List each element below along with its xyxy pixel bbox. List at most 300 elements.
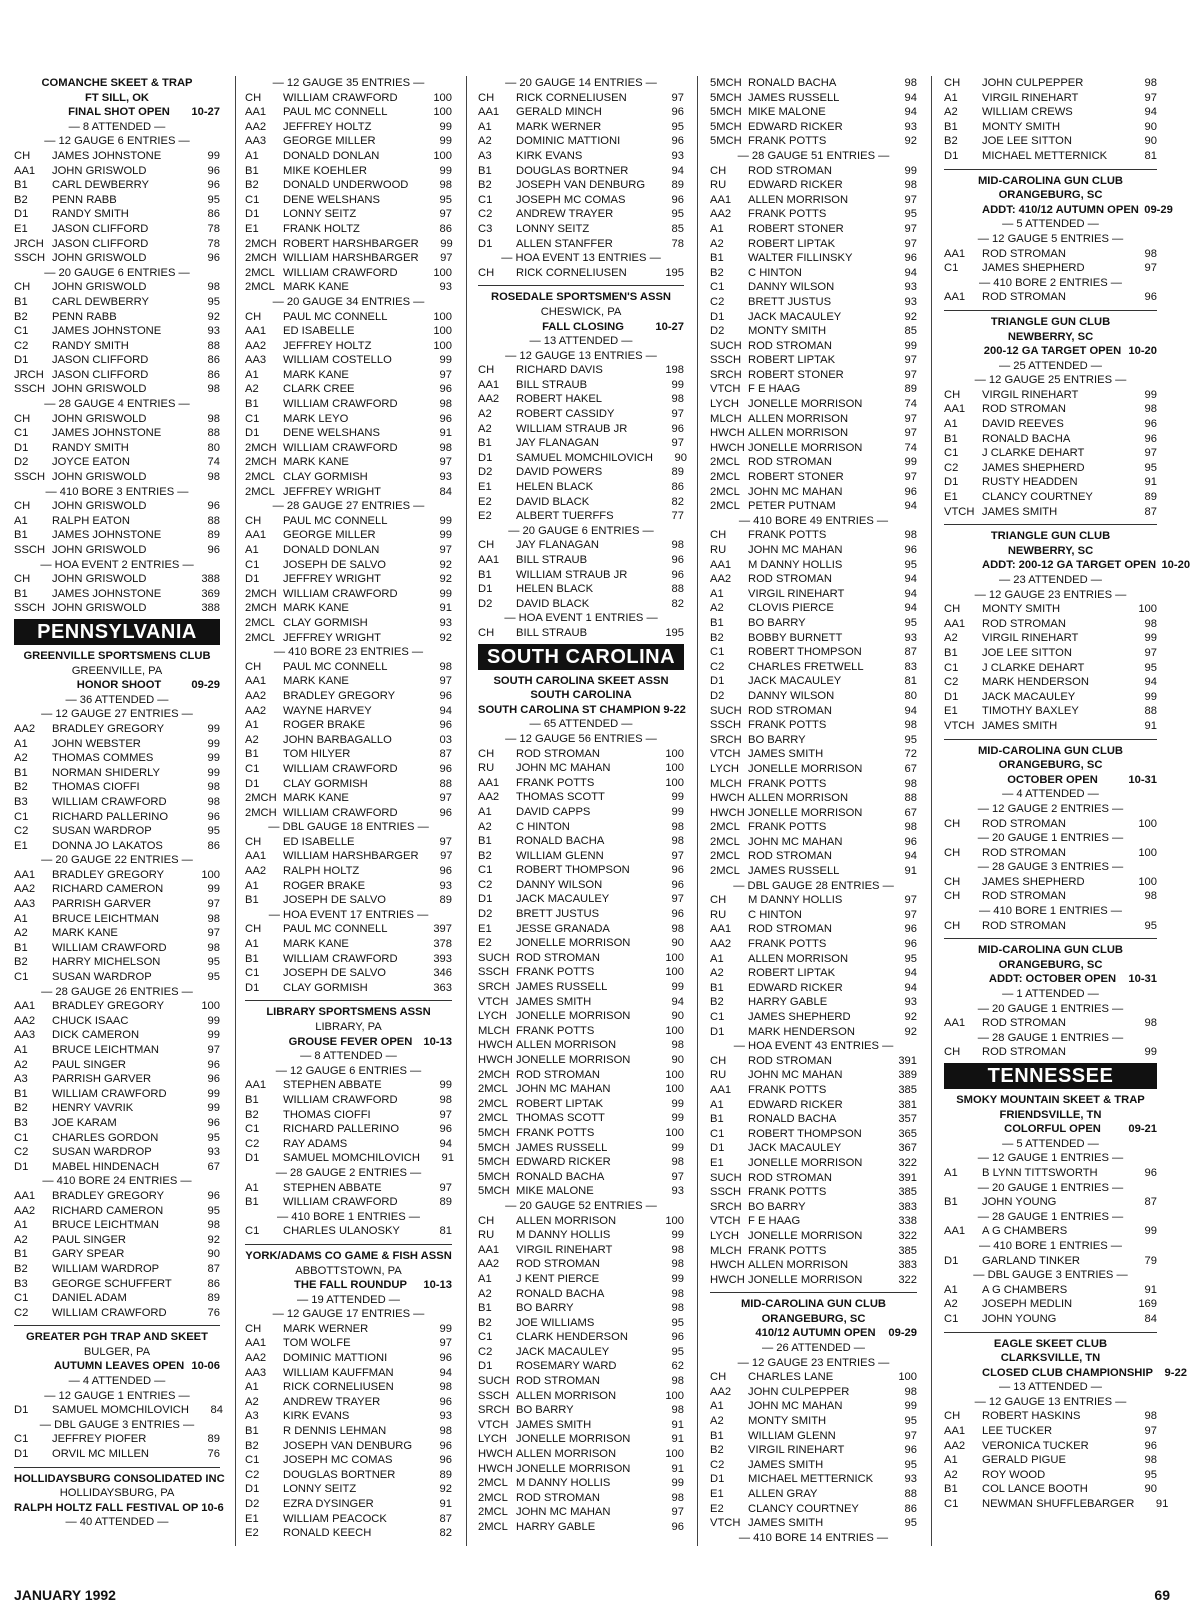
score: 98 [207, 1219, 220, 1232]
club-heading: GREATER PGH TRAP AND SKEET [26, 1331, 208, 1344]
score: 367 [898, 1142, 917, 1155]
class-code: C2 [944, 461, 959, 474]
event-count-line: — 28 GAUGE 2 ENTRIES — [275, 1166, 422, 1179]
class-code: C2 [710, 1458, 725, 1471]
class-code: D1 [478, 893, 493, 906]
shooter-name: ROD STROMAN [982, 1017, 1066, 1030]
shooter-name: JOHN GRISWOLD [52, 412, 147, 425]
shooter-name: RONALD BACHA [748, 1113, 837, 1126]
shooter-name: RONALD KEECH [283, 1527, 372, 1540]
score: 98 [207, 912, 220, 925]
section-divider [14, 1467, 220, 1468]
score: 98 [207, 471, 220, 484]
event-count-line: — 12 GAUGE 6 ENTRIES — [275, 1064, 422, 1077]
score: 95 [207, 971, 220, 984]
event-date: 09-29 [888, 1327, 917, 1340]
shooter-name: RICHARD CAMERON [52, 1204, 164, 1217]
score: 100 [665, 1448, 684, 1461]
score: 97 [207, 927, 220, 940]
score: 96 [207, 810, 220, 823]
result-row [14, 1447, 220, 1462]
score: 86 [671, 481, 684, 494]
shooter-name: JOSEPH DE SALVO [283, 894, 386, 907]
shooter-name: MARK LEYO [283, 412, 349, 425]
result-row [14, 926, 220, 941]
shooter-name: JAMES SMITH [516, 995, 592, 1008]
shooter-name: DENE WELSHANS [283, 193, 380, 206]
result-row [944, 1283, 1157, 1298]
result-row [245, 660, 452, 675]
class-code: D1 [944, 476, 959, 489]
shooter-name: HELEN BLACK [516, 583, 594, 596]
result-row [478, 936, 684, 951]
score: 91 [671, 1433, 684, 1446]
result-row [14, 1233, 220, 1248]
score: 74 [904, 398, 917, 411]
result-row [944, 417, 1157, 432]
score: 92 [439, 1483, 452, 1496]
result-row [710, 1472, 917, 1487]
result-row [710, 1502, 917, 1517]
score: 94 [904, 967, 917, 980]
class-code: SRCH [710, 368, 742, 381]
class-code: 2MCL [710, 485, 740, 498]
shooter-name: ROGER BRAKE [283, 719, 366, 732]
event-count-line: — 28 GAUGE 26 ENTRIES — [41, 985, 193, 998]
class-code: SSCH [14, 544, 46, 556]
result-row [14, 1116, 220, 1131]
shooter-name: ROD STROMAN [982, 919, 1066, 932]
score: 91 [441, 1152, 454, 1165]
score: 388 [201, 573, 220, 586]
class-code: A2 [710, 602, 724, 615]
shooter-name: JESSE GRANADA [516, 922, 610, 935]
shooter-name: FRANK POTTS [748, 777, 827, 790]
result-row [478, 91, 684, 106]
result-row [14, 722, 220, 737]
score: 98 [904, 1385, 917, 1398]
score: 98 [904, 529, 917, 542]
score: 100 [433, 266, 452, 279]
class-code: A1 [710, 222, 724, 235]
score: 94 [904, 500, 917, 513]
result-row [710, 1112, 917, 1127]
result-row [14, 970, 220, 985]
result-row [944, 261, 1157, 276]
class-code: CH [710, 164, 727, 177]
shooter-name: ALLEN MORRISON [516, 1389, 617, 1402]
score: 97 [1144, 262, 1157, 275]
result-row [245, 674, 452, 689]
shooter-name: RICK CORNELIUSEN [283, 1381, 394, 1394]
event-count-line: — HOA EVENT 17 ENTRIES — [268, 908, 429, 921]
result-row [710, 528, 917, 543]
shooter-name: RICHARD PALLERINO [283, 1123, 400, 1136]
result-row [245, 893, 452, 908]
class-code: A1 [14, 912, 28, 925]
result-row [245, 441, 452, 456]
score: 87 [439, 748, 452, 761]
class-code: A1 [478, 1272, 492, 1285]
shooter-name: DAVID CAPPS [516, 805, 591, 818]
result-row [710, 368, 917, 383]
event-count-line: — 12 GAUGE 23 ENTRIES — [974, 588, 1127, 601]
class-code: AA1 [944, 1225, 966, 1238]
score: 96 [904, 1444, 917, 1457]
score: 99 [207, 737, 220, 750]
result-row [478, 1462, 684, 1477]
class-code: B2 [245, 1108, 259, 1121]
club-heading: FT SILL, OK [84, 91, 149, 104]
result-row [14, 941, 220, 956]
result-row [710, 1171, 917, 1186]
score: 93 [904, 281, 917, 294]
result-row [245, 266, 452, 281]
shooter-name: WILLIAM GLENN [748, 1429, 836, 1442]
result-row [478, 1287, 684, 1302]
shooter-name: JONELLE MORRISON [748, 1229, 863, 1242]
class-code: A1 [944, 1454, 958, 1467]
score: 97 [671, 1506, 684, 1519]
class-code: B1 [710, 252, 724, 265]
result-row [245, 1512, 452, 1527]
shooter-name: JOHN CULPEPPER [748, 1385, 850, 1398]
result-row [710, 251, 917, 266]
event-count-line: — 12 GAUGE 35 ENTRIES — [272, 77, 425, 89]
shooter-name: WALTER FILLINSKY [748, 252, 853, 265]
result-row [478, 363, 684, 378]
result-row [710, 587, 917, 602]
class-code: A1 [944, 1166, 958, 1179]
score: 97 [1144, 91, 1157, 104]
score: 97 [1144, 447, 1157, 460]
shooter-name: FRANK POTTS [748, 719, 827, 732]
shooter-name: JASON CLIFFORD [52, 368, 149, 381]
score: 96 [1144, 1166, 1157, 1179]
score: 98 [671, 820, 684, 833]
shooter-name: ROD STROMAN [516, 1491, 600, 1504]
result-row [478, 538, 684, 553]
class-code: B1 [245, 1425, 259, 1438]
footer-page-number: 69 [1154, 1587, 1170, 1603]
shooter-name: DOUGLAS BORTNER [516, 164, 629, 177]
shooter-name: JONELLE MORRISON [748, 806, 863, 819]
shooter-name: STEPHEN ABBATE [283, 1181, 382, 1194]
event-count-line: — 28 GAUGE 4 ENTRIES — [44, 398, 190, 411]
shooter-name: NEWMAN SHUFFLEBARGER [982, 1498, 1135, 1511]
class-code: B1 [14, 941, 28, 954]
shooter-name: MONTY SMITH [982, 120, 1061, 133]
score: 94 [904, 704, 917, 717]
club-heading: HOLLIDAYSBURG CONSOLIDATED INC [14, 1472, 225, 1485]
class-code: AA2 [710, 208, 732, 221]
shooter-name: SUSAN WARDROP [52, 825, 152, 838]
class-code: 2MCH [245, 441, 277, 454]
class-code: CH [944, 919, 961, 932]
shooter-name: JOHN GRISWOLD [52, 602, 147, 615]
class-code: A2 [14, 1233, 28, 1246]
event-count-line: — 4 ATTENDED — [68, 1375, 166, 1388]
class-code: E1 [245, 1512, 259, 1525]
class-code: E1 [245, 222, 259, 235]
score: 87 [439, 1512, 452, 1525]
class-code: C1 [710, 281, 725, 294]
club-heading: ORANGEBURG, SC [998, 958, 1103, 971]
shooter-name: J KENT PIERCE [516, 1272, 600, 1285]
class-code: C1 [14, 971, 29, 984]
score: 95 [1144, 1468, 1157, 1481]
class-code: RU [710, 1069, 727, 1082]
class-code: C2 [14, 1146, 29, 1159]
score: 93 [671, 149, 684, 162]
class-code: C1 [944, 1498, 959, 1511]
shooter-name: JASON CLIFFORD [52, 222, 149, 235]
result-row [245, 1395, 452, 1410]
shooter-name: WILLIAM CRAWFORD [283, 91, 398, 104]
score: 99 [1144, 388, 1157, 401]
result-row [710, 339, 917, 354]
result-row [14, 1145, 220, 1160]
result-row [478, 1476, 684, 1491]
score: 96 [904, 544, 917, 556]
event-count-line: — DBL GAUGE 3 ENTRIES — [973, 1269, 1128, 1282]
score: 95 [904, 952, 917, 965]
score: 99 [440, 237, 453, 250]
event-title-row [944, 773, 1157, 788]
class-code: B2 [478, 1316, 492, 1329]
class-code: AA1 [944, 291, 966, 304]
score: 95 [207, 825, 220, 838]
result-row [710, 981, 917, 996]
shooter-name: FRANK POTTS [748, 135, 827, 148]
class-code: SRCH [710, 1200, 742, 1213]
class-code: B2 [245, 1439, 259, 1452]
class-code: AA1 [14, 1189, 36, 1202]
shooter-name: JACK MACAULEY [982, 690, 1076, 703]
result-row [478, 207, 684, 222]
score: 99 [1144, 1225, 1157, 1238]
score: 99 [671, 1477, 684, 1490]
score: 97 [671, 408, 684, 421]
score: 98 [671, 393, 684, 406]
result-row [245, 339, 452, 354]
shooter-name: JAY FLANAGAN [516, 539, 599, 552]
score: 91 [439, 602, 452, 615]
shooter-name: PAUL MC CONNELL [283, 660, 388, 673]
class-code: LYCH [478, 1010, 508, 1023]
shooter-name: PAUL MC CONNELL [283, 923, 388, 936]
score: 97 [904, 368, 917, 381]
shooter-name: JAMES JOHNSTONE [52, 325, 162, 338]
class-code: 2MCL [478, 1521, 508, 1533]
score: 100 [898, 1371, 917, 1384]
result-row [14, 1101, 220, 1116]
class-code: C2 [245, 1468, 260, 1481]
shooter-name: JAMES JOHNSTONE [52, 529, 162, 542]
result-row [710, 733, 917, 748]
shooter-name: HENRY VAVRIK [52, 1102, 134, 1115]
shooter-name: JASON CLIFFORD [52, 237, 149, 250]
score: 99 [1144, 632, 1157, 645]
class-code: C1 [245, 967, 260, 980]
score: 92 [904, 1025, 917, 1038]
shooter-name: ALLEN MORRISON [516, 1039, 617, 1052]
shooter-name: DONNA JO LAKATOS [52, 839, 163, 852]
event-count-line: — 28 GAUGE 51 ENTRIES — [737, 149, 890, 162]
score: 82 [439, 1527, 452, 1540]
result-row [944, 1409, 1157, 1424]
shooter-name: THOMAS SCOTT [516, 791, 605, 804]
class-code: D1 [710, 675, 725, 688]
class-code: CH [478, 539, 495, 552]
score: 96 [439, 719, 452, 732]
score: 89 [1144, 491, 1157, 504]
result-row [710, 704, 917, 719]
class-code: AA1 [14, 164, 36, 177]
result-row [245, 879, 452, 894]
result-row [710, 441, 917, 456]
shooter-name: EDWARD RICKER [748, 179, 843, 192]
shooter-name: WILLIAM PEACOCK [283, 1512, 387, 1525]
result-row [944, 1312, 1157, 1327]
event-count-line: — 20 GAUGE 14 ENTRIES — [505, 77, 657, 89]
result-row [245, 1453, 452, 1468]
club-location: GREENVILLE, PA [71, 664, 163, 677]
score: 100 [665, 776, 684, 789]
section-divider [245, 1244, 452, 1245]
result-row [14, 353, 220, 368]
result-row [14, 164, 220, 179]
shooter-name: MIKE MALONE [748, 106, 826, 119]
shooter-name: ROD STROMAN [982, 403, 1066, 416]
shooter-name: ROD STROMAN [748, 456, 832, 469]
result-row [710, 1258, 917, 1273]
shooter-name: ROD STROMAN [982, 247, 1066, 260]
class-code: AA3 [245, 354, 267, 367]
score: 97 [904, 908, 917, 921]
score: 99 [904, 1400, 917, 1413]
class-code: B1 [14, 766, 28, 779]
result-row [478, 178, 684, 193]
class-code: CH [710, 1371, 727, 1384]
score: 98 [904, 77, 917, 89]
score: 88 [1144, 705, 1157, 718]
result-row [944, 134, 1157, 149]
class-code: 2MCL [710, 500, 740, 513]
class-code: 2MCL [478, 1083, 508, 1096]
shooter-name: MIKE KOEHLER [283, 164, 367, 177]
section-divider [944, 1332, 1157, 1333]
class-code: AA1 [245, 850, 267, 863]
result-row [245, 1351, 452, 1366]
shooter-name: KIRK EVANS [283, 1410, 350, 1423]
class-code: B1 [478, 1302, 492, 1315]
class-code: E1 [14, 222, 28, 235]
shooter-name: MARK KANE [283, 281, 349, 294]
shooter-name: FRANK POTTS [516, 966, 595, 979]
result-row [710, 1458, 917, 1473]
score: 95 [904, 1415, 917, 1428]
result-row [245, 207, 452, 222]
score: 95 [1144, 461, 1157, 474]
shooter-name: JOSEPH VAN DENBURG [516, 179, 646, 192]
result-row [245, 280, 452, 295]
result-row [245, 572, 452, 587]
score: 100 [665, 966, 684, 979]
result-row [478, 776, 684, 791]
class-code: HWCH [478, 1448, 513, 1461]
score: 81 [1144, 149, 1157, 162]
result-row [245, 310, 452, 325]
score: 97 [439, 208, 452, 221]
shooter-name: THOMAS COMMES [52, 752, 154, 765]
class-code: C1 [245, 1123, 260, 1136]
shooter-name: FRANK POTTS [748, 1186, 827, 1199]
shooter-name: PAUL SINGER [52, 1233, 126, 1246]
class-code: CH [478, 266, 495, 279]
result-row [478, 1228, 684, 1243]
score: 98 [671, 1156, 684, 1169]
result-row [710, 470, 917, 485]
result-row [245, 426, 452, 441]
class-code: 5MCH [710, 77, 742, 89]
result-row [710, 791, 917, 806]
shooter-name: DANNY WILSON [516, 878, 603, 891]
score: 91 [1144, 1283, 1157, 1296]
score: 96 [207, 164, 220, 177]
shooter-name: JONELLE MORRISON [516, 1433, 631, 1446]
class-code: A2 [245, 733, 259, 746]
result-row [478, 237, 684, 252]
score: 99 [1144, 690, 1157, 703]
result-row [245, 120, 452, 135]
score: 98 [904, 179, 917, 192]
class-code: RU [710, 544, 727, 556]
shooter-name: ROD STROMAN [982, 1046, 1066, 1059]
class-code: HWCH [710, 1259, 745, 1272]
event-count-line: — 26 ATTENDED — [762, 1342, 865, 1355]
shooter-name: VIRGIL RINEHART [982, 388, 1079, 401]
result-row [478, 1170, 684, 1185]
class-code: CH [944, 388, 961, 401]
shooter-name: BO BARRY [748, 733, 806, 746]
result-row [245, 762, 452, 777]
result-row [14, 499, 220, 514]
class-code: AA1 [710, 1083, 732, 1096]
score: 84 [1144, 1312, 1157, 1325]
class-code: HWCH [478, 1054, 513, 1066]
result-row [478, 878, 684, 893]
shooter-name: JAMES SMITH [748, 748, 824, 761]
result-row [944, 446, 1157, 461]
class-code: AA1 [245, 675, 267, 688]
class-code: JRCH [14, 237, 44, 250]
score: 99 [904, 339, 917, 352]
result-row [944, 646, 1157, 661]
class-code: 2MCL [710, 865, 740, 878]
score: 88 [904, 792, 917, 805]
class-code: RU [710, 908, 727, 921]
shooter-name: MONTY SMITH [748, 1415, 827, 1428]
result-row [710, 1429, 917, 1444]
result-row [944, 719, 1157, 734]
shooter-name: THOMAS CIOFFI [52, 781, 140, 794]
shooter-name: JOHN GRISWOLD [52, 383, 147, 396]
class-code: AA2 [14, 722, 36, 735]
score: 97 [904, 894, 917, 907]
result-row [944, 1497, 1169, 1512]
shooter-name: WILLIAM CRAWFORD [52, 795, 167, 808]
